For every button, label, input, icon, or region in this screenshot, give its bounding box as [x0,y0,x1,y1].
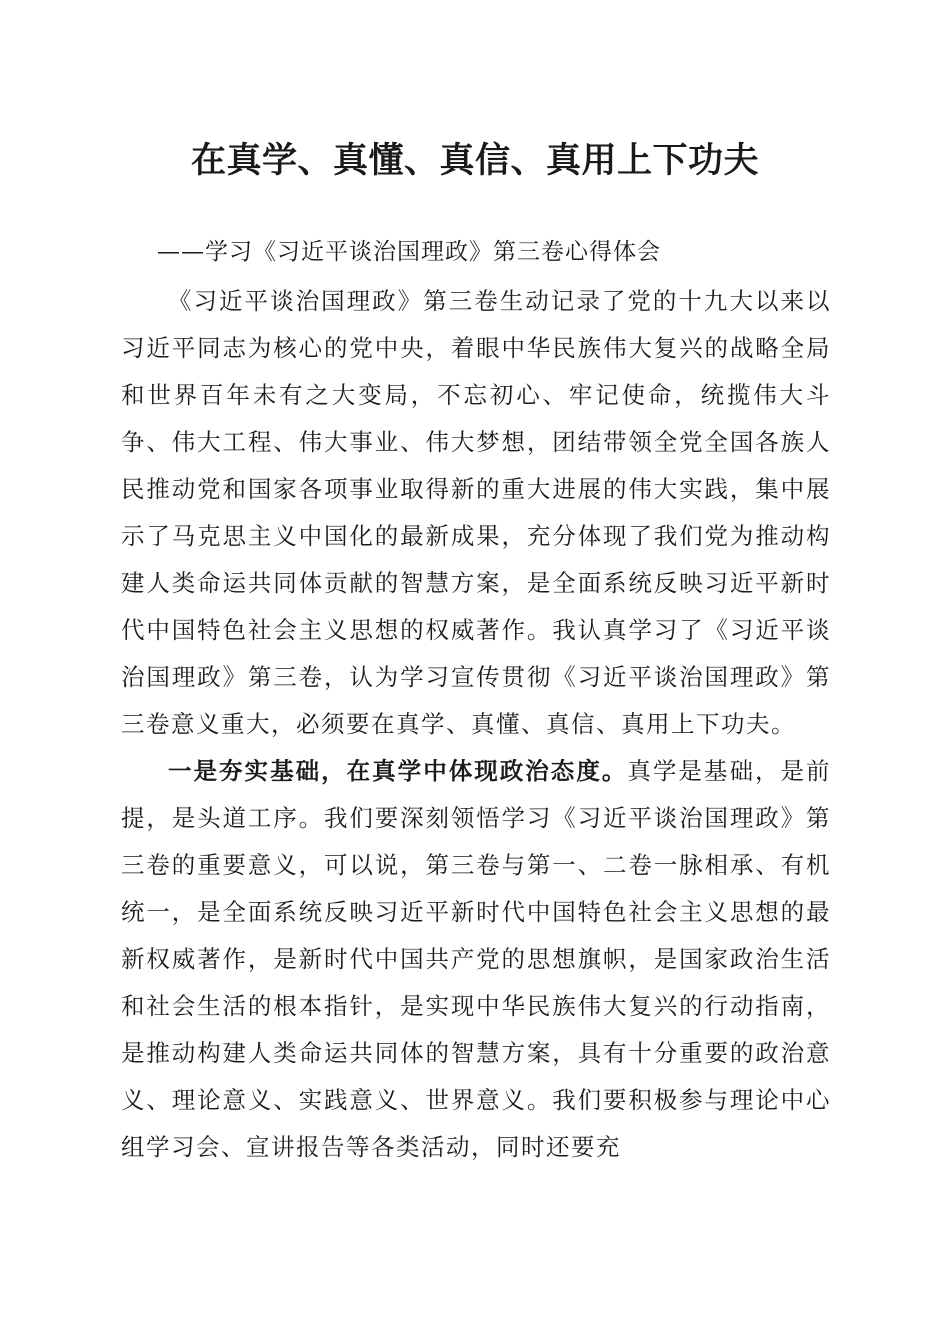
document-title: 在真学、真懂、真信、真用上下功夫 [190,140,759,181]
document-subtitle: ——学习《习近平谈治国理政》第三卷心得体会 [157,239,661,265]
paragraph-text: 《习近平谈治国理政》第三卷生动记录了党的十九大以来以习近平同志为核心的党中央，着眼中华民族伟大复兴的战略全局和世界百年未有之大变局，不忘初心、牢记使命，统揽伟大斗争、伟大工程、伟大事业、伟大梦想，团结带领全党全国各族人民推动党和国家各项事业取得新的重大进展的伟大实践，集中展示了马克思主义中国化的最新成果，充分体现了我们党为推动构建人类命运共同体贡献的智慧方案，是全面系统反映习近平新时代中国特色社会主义思想的权威著作。我认真学习了《习近平谈治国理政》第三卷，认为学习宣传贯彻《习近平谈治国理政》第三卷意义重大，必须要在真学、真懂、真信、真用上下功夫。 [121,287,831,738]
paragraph-point-one [121,748,831,1171]
paragraph-intro [121,278,831,748]
paragraph-lead: 一是夯实基础，在真学中体现政治态度。 [168,757,628,785]
document-body [121,278,831,1171]
paragraph-text: 真学是基础，是前提，是头道工序。我们要深刻领悟学习《习近平谈治国理政》第三卷的重要意义，可以说，第三卷与第一、二卷一脉相承、有机统一，是全面系统反映习近平新时代中国特色社会主义思想的最新权威著作，是新时代中国共产党的思想旗帜，是国家政治生活和社会生活的根本指针，是实现中华民族伟大复兴的行动指南，是推动构建人类命运共同体的智慧方案，具有十分重要的政治意义、理论意义、实践意义、世界意义。我们要积极参与理论中心组学习会、宣讲报告等各类活动，同时还要充 [121,757,831,1161]
